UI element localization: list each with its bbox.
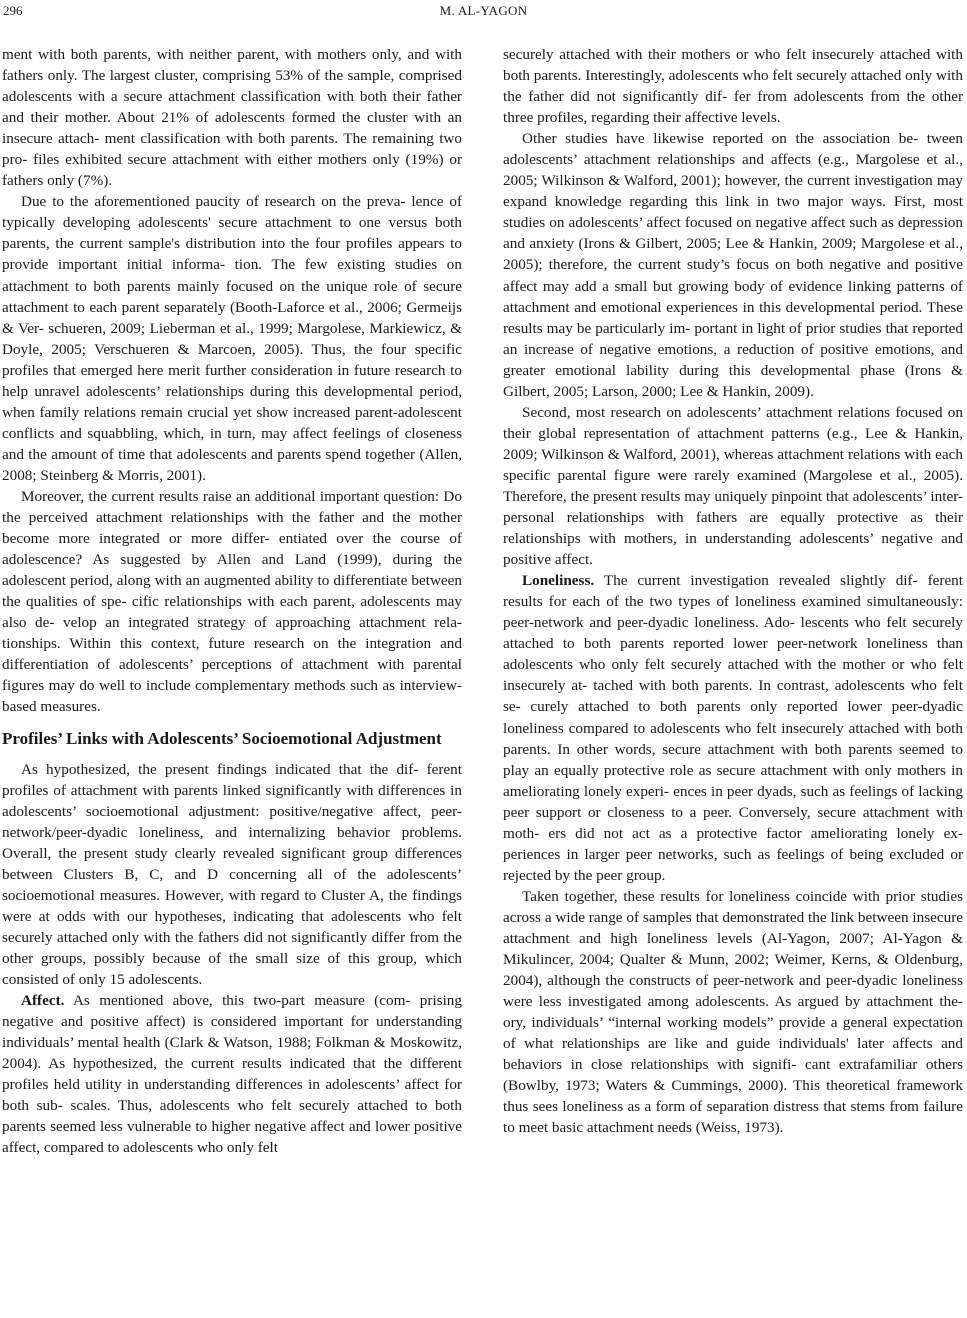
paragraph: Second, most research on adolescents’ attachment relations focused on their global representation of attachment patterns (e.g., Lee & Hankin, 2009; Wilkinson & Walford, 2001), whereas attachment relations with each specific parental figure were rarely examined (Margolese et al., 2005). Therefore, the present results may uniquely pinpoint that adolescents’ inter- personal relationships with fathers are equally protective as their relationships with mothers, in understanding adolescents’ negative and positive affect. — [503, 403, 963, 569]
paragraph: securely attached with their mothers or who felt insecurely attached with both parents. Interestingly, adolescents who felt securely attached only with the father did not significantly dif- fer from adolescents from the other three profiles, regarding their affective levels. — [503, 46, 963, 127]
run-in-heading: Affect. — [21, 992, 65, 1010]
right-column — [503, 44, 963, 1138]
paragraph-text: As mentioned above, this two-part measure (com- prising negative and positive affect) is considered important for understanding individuals’ mental health (Clark & Watson, 1988; Folkman & Moskowitz, 2004). As hypothesized, the current results indicated that the different profiles held utility in understanding differences in adolescents’ affect for both sub- scales. Thus, adolescents who felt securely attached to both parents seemed less vulnerable to higher negative affect and lower positive affect, compared to adolescents who only felt — [2, 992, 462, 1157]
paragraph: Taken together, these results for loneliness coincide with prior studies across a wide range of samples that demonstrated the link between insecure attachment and high loneliness levels (Al-Yagon, 2007; Al-Yagon & Mikulincer, 2004; Qualter & Munn, 2002; Weimer, Kerns, & Oldenburg, 2004), although the constructs of peer-network and peer-dyadic loneliness were less investigated among adolescents. As argued by attachment the- ory, individuals’ “internal working models” provide a general expectation of what relationships are like and guide individuals' later affects and behaviors in close relationships with signifi- cant extrafamiliar others (Bowlby, 1973; Waters & Cummings, 2000). This theoretical framework thus sees loneliness as a form of separation distress that stems from failure to meet basic attachment needs (Weiss, 1973). — [503, 887, 963, 1137]
run-in-heading: Loneliness. — [522, 572, 595, 590]
paragraph: Due to the aforementioned paucity of research on the preva- lence of typically developing adolescents' secure attachment to one versus both parents, the current sample's distribution into the four profiles appears to provide important initial informa- tion. The few existing studies on attachment to both parents mainly focused on the unique role of secure attachment to each parent separately (Booth-Laforce et al., 2006; Germeijs & Ver- schueren, 2009; Lieberman et al., 1999; Margolese, Markiewicz, & Doyle, 2005; Verschueren & Marcoen, 2005). Thus, the four specific profiles that emerged here merit further consideration in future research to help unravel adolescents’ relationships during this developmental period, when family relations remain crucial yet show increased parent-adolescent conflicts and squabbling, which, in turn, may affect feelings of closeness and the amount of time that adolescents and parents spend together (Allen, 2008; Steinberg & Morris, 2001). — [2, 193, 462, 484]
paragraph: ment with both parents, with neither parent, with mothers only, and with fathers only. The largest cluster, comprising 53% of the sample, comprised adolescents with a secure attachment classification with both their father and their mother. About 21% of adolescents formed the cluster with an insecure attach- ment classification with both parents. The remaining two pro- files exhibited secure attachment with either mothers only (19%) or fathers only (7%). — [2, 46, 462, 190]
section-heading: Profiles’ Links with Adolescents’ Socioemotional Adjustment — [2, 728, 442, 748]
paragraph: Other studies have likewise reported on the association be- tween adolescents’ attachment relationships and affects (e.g., Margolese et al., 2005; Wilkinson & Walford, 2001); however, the current investigation may expand knowledge regarding this link in two major ways. First, most studies on adolescents’ affect focused on negative affect such as depression and anxiety (Irons & Gilbert, 2005; Lee & Hankin, 2009; Margolese et al., 2005); therefore, the current study’s focus on both negative and positive affect may add a small but growing body of evidence linking patterns of attachment and emotional experiences in this developmental period. These results may be particularly im- portant in light of prior studies that reported an increase of negative emotions, a reduction of positive emotions, and greater emotional lability during this developmental phase (Irons & Gilbert, 2005; Larson, 2000; Lee & Hankin, 2009). — [503, 130, 963, 400]
paragraph: Moreover, the current results raise an additional important question: Do the perceived attachment relationships with the father and the mother become more integrated or more differ- entiated over the course of adolescence? As suggested by Allen and Land (1999), during the adolescent period, along with an augmented ability to differentiate between the qualities of spe- cific relationships with each parent, adolescents may also de- velop an integrated strategy of approaching attachment rela- tionships. Within this context, future research on the integration and differentiation of adolescents’ perceptions of attachment with parental figures may do well to include complementary methods such as interview-based measures. — [2, 487, 462, 716]
left-column — [2, 44, 462, 1158]
paragraph — [2, 990, 462, 1158]
paragraph — [503, 570, 963, 886]
paragraph: As hypothesized, the present findings indicated that the dif- ferent profiles of attachment with parents linked significantly with differences in adolescents’ socioemotional adjustment: positive/negative affect, peer-network/peer-dyadic loneliness, and internalizing behavior problems. Overall, the present study clearly revealed significant group differences between Clusters B, C, and D concerning all of the adolescents’ socioemotional measures. However, with regard to Cluster A, the findings were at odds with our hypotheses, indicating that adolescents who felt securely attached only with the fathers did not significantly differ from the other groups, possibly because of the small size of this group, which consisted of only 15 adolescents. — [2, 760, 462, 988]
running-title: M. AL-YAGON — [439, 3, 528, 18]
page-number: 296 — [3, 3, 23, 18]
paragraph-text: The current investigation revealed slightly dif- ferent results for each of the two types of loneliness examined simultaneously: peer-network and peer-dyadic loneliness. Ado- lescents who felt securely attached to both parents reported lower peer-network loneliness than adolescents who only felt securely attached with the mother or who felt insecurely at- tached with both parents. In contrast, adolescents who felt se- curely attached to both parents only reported lower peer-dyadic loneliness compared to adolescents who felt insecurely attached with both parents. In other words, secure attachment with both parents seemed to play an equally protective role as secure attachment with only mothers in ameliorating lonely experi- ences in peer dyads, such as feelings of lacking peer support or closeness to a peer. Conversely, secure attachment with moth- ers did not act as a protective factor ameliorating lonely ex- periences in larger peer networks, such as feelings of being excluded or rejected by the peer group. — [503, 572, 963, 884]
running-head — [0, 0, 967, 24]
